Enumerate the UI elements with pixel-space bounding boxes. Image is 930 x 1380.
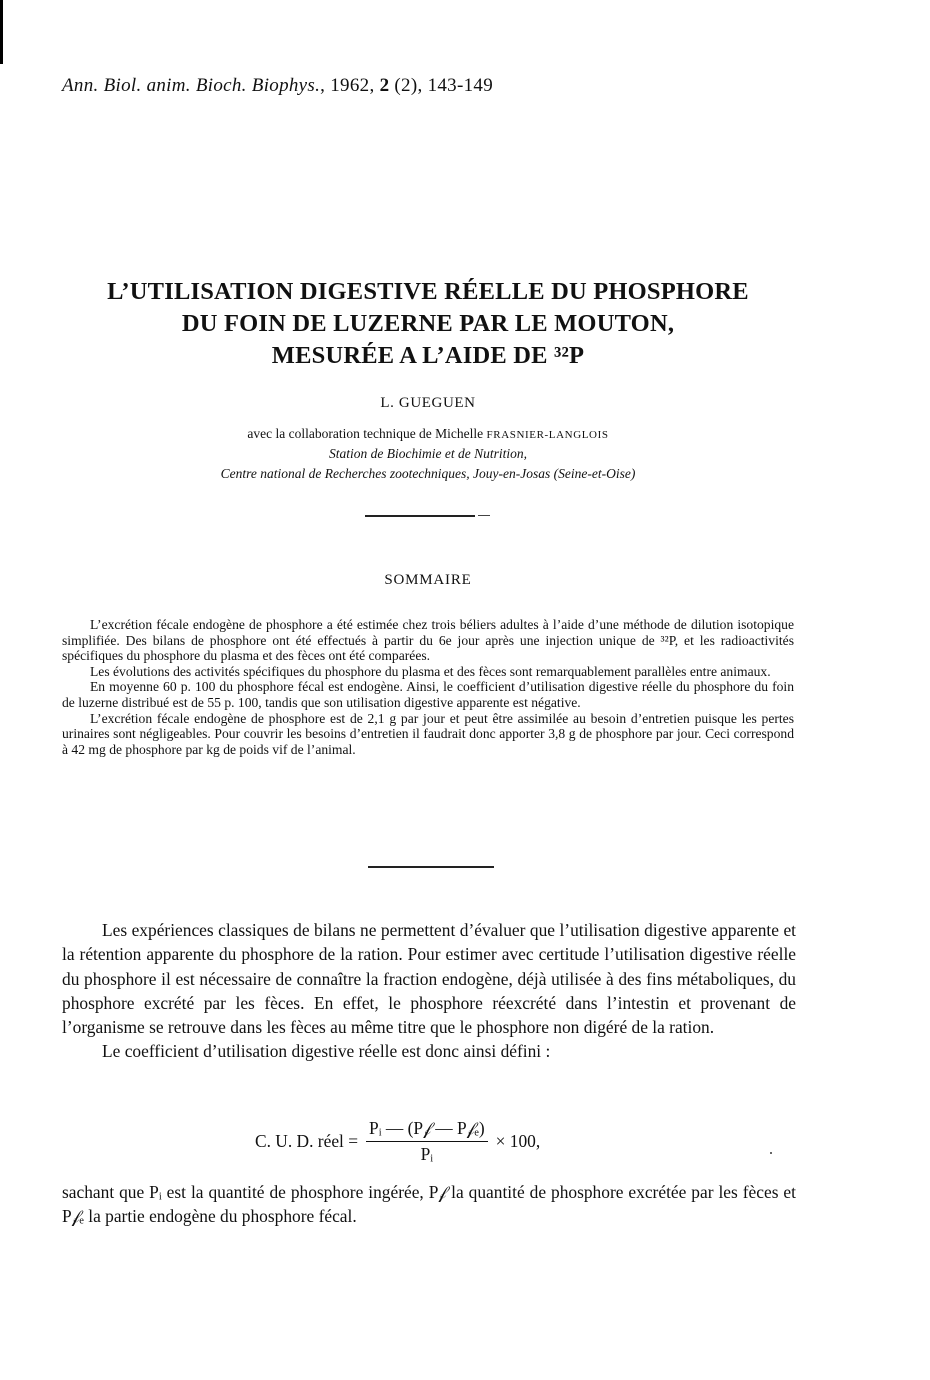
section-divider [365,515,475,517]
title-line-1: L’UTILISATION DIGESTIVE RÉELLE DU PHOSPHORE [107,278,749,305]
affiliation-line-2: Centre national de Recherches zootechniques, Jouy-en-Josas (Seine-et-Oise) [220,466,636,481]
collaboration-prefix: avec la collaboration technique de Michelle [247,426,487,441]
summary-paragraph: L’excrétion fécale endogène de phosphore est de 2,1 g par jour et peut être assimilée au besoin d’entretien puisque les pertes urinaires sont négligeables. Pour couvrir les besoins d’entretien il faudrait donc apporter 3,8 g de phosphore par jour. Ceci correspond à 42 mg de phosphore par kg de poids vif de l’animal. [62,710,794,757]
body-text [62,918,796,1064]
stray-mark [770,1152,772,1154]
title-line-3: MESURÉE A L’AIDE DE ³²P [271,342,585,369]
summary-paragraph: Les évolutions des activités spécifiques du phosphore du plasma et des fèces sont remarquablement parallèles entre animaux. [90,663,771,679]
journal-pages: (2), 143-149 [389,75,494,96]
formula-lhs: C. U. D. réel = [255,1131,359,1151]
section-divider-tail [478,515,490,516]
journal-year: , 1962, [320,75,380,96]
body-paragraph: Le coefficient d’utilisation digestive réelle est donc ainsi défini : [102,1041,551,1062]
formula-rhs: × 100, [495,1131,541,1151]
page-margin-mark [0,0,3,64]
formula-denominator: Pᵢ [420,1144,434,1164]
collaborator-name: FRASNIER-LANGLOIS [486,429,609,441]
cud-formula [255,1118,540,1165]
summary-paragraph: En moyenne 60 p. 100 du phosphore fécal est endogène. Ainsi, le coefficient d’utilisation digestive réelle du phosphore du foin de luzerne distribué est de 55 p. 100, tandis que son utilisation digestive apparente est négative. [62,679,794,710]
formula-numerator: Pᵢ — (P𝒻 — P𝒻ₑ) [366,1118,488,1142]
summary-heading: SOMMAIRE [384,572,472,588]
title-line-2: DU FOIN DE LUZERNE PAR LE MOUTON, [181,310,675,337]
collaboration-line [0,426,856,442]
journal-name: Ann. Biol. anim. Bioch. Biophys. [62,75,321,96]
article-title [0,276,856,372]
summary-paragraph: L’excrétion fécale endogène de phosphore a été estimée chez trois béliers adultes à l’aide d’une méthode de dilution isotopique simplifiée. Des bilans de phosphore ont été effectués à partir du 6e jour après une injection unique de ³²P, et les radioactivités spécifiques du phosphore du plasma et des fèces ont été comparées. [62,617,794,664]
summary-divider [368,866,494,868]
journal-citation [62,75,493,97]
body-paragraph: Les expériences classiques de bilans ne permettent d’évaluer que l’utilisation digestive apparente et la rétention apparente du phosphore de la ration. Pour estimer avec certitude l’utilisation digestive réelle du phosphore il est nécessaire de connaître la fraction endogène, déjà utilisée à des fins métaboliques, du phosphore excrété par les fèces. En effet, le phosphore réexcrété dans l’intestin et provenant de l’organisme se retrouve dans les fèces au même titre que le phosphore non digéré de la ration. [62,920,796,1038]
explanation-paragraph: sachant que Pᵢ est la quantité de phosphore ingérée, P𝒻 la quantité de phosphore excrétée par les fèces et P𝒻ₑ la partie endogène du phosphore fécal. [62,1182,796,1227]
formula-fraction [366,1118,488,1165]
summary-block [62,617,794,757]
author-name: L. GUEGUEN [380,395,476,411]
affiliation-line-1: Station de Biochimie et de Nutrition, [329,446,527,461]
journal-volume: 2 [379,75,390,96]
formula-explanation [62,1180,796,1229]
